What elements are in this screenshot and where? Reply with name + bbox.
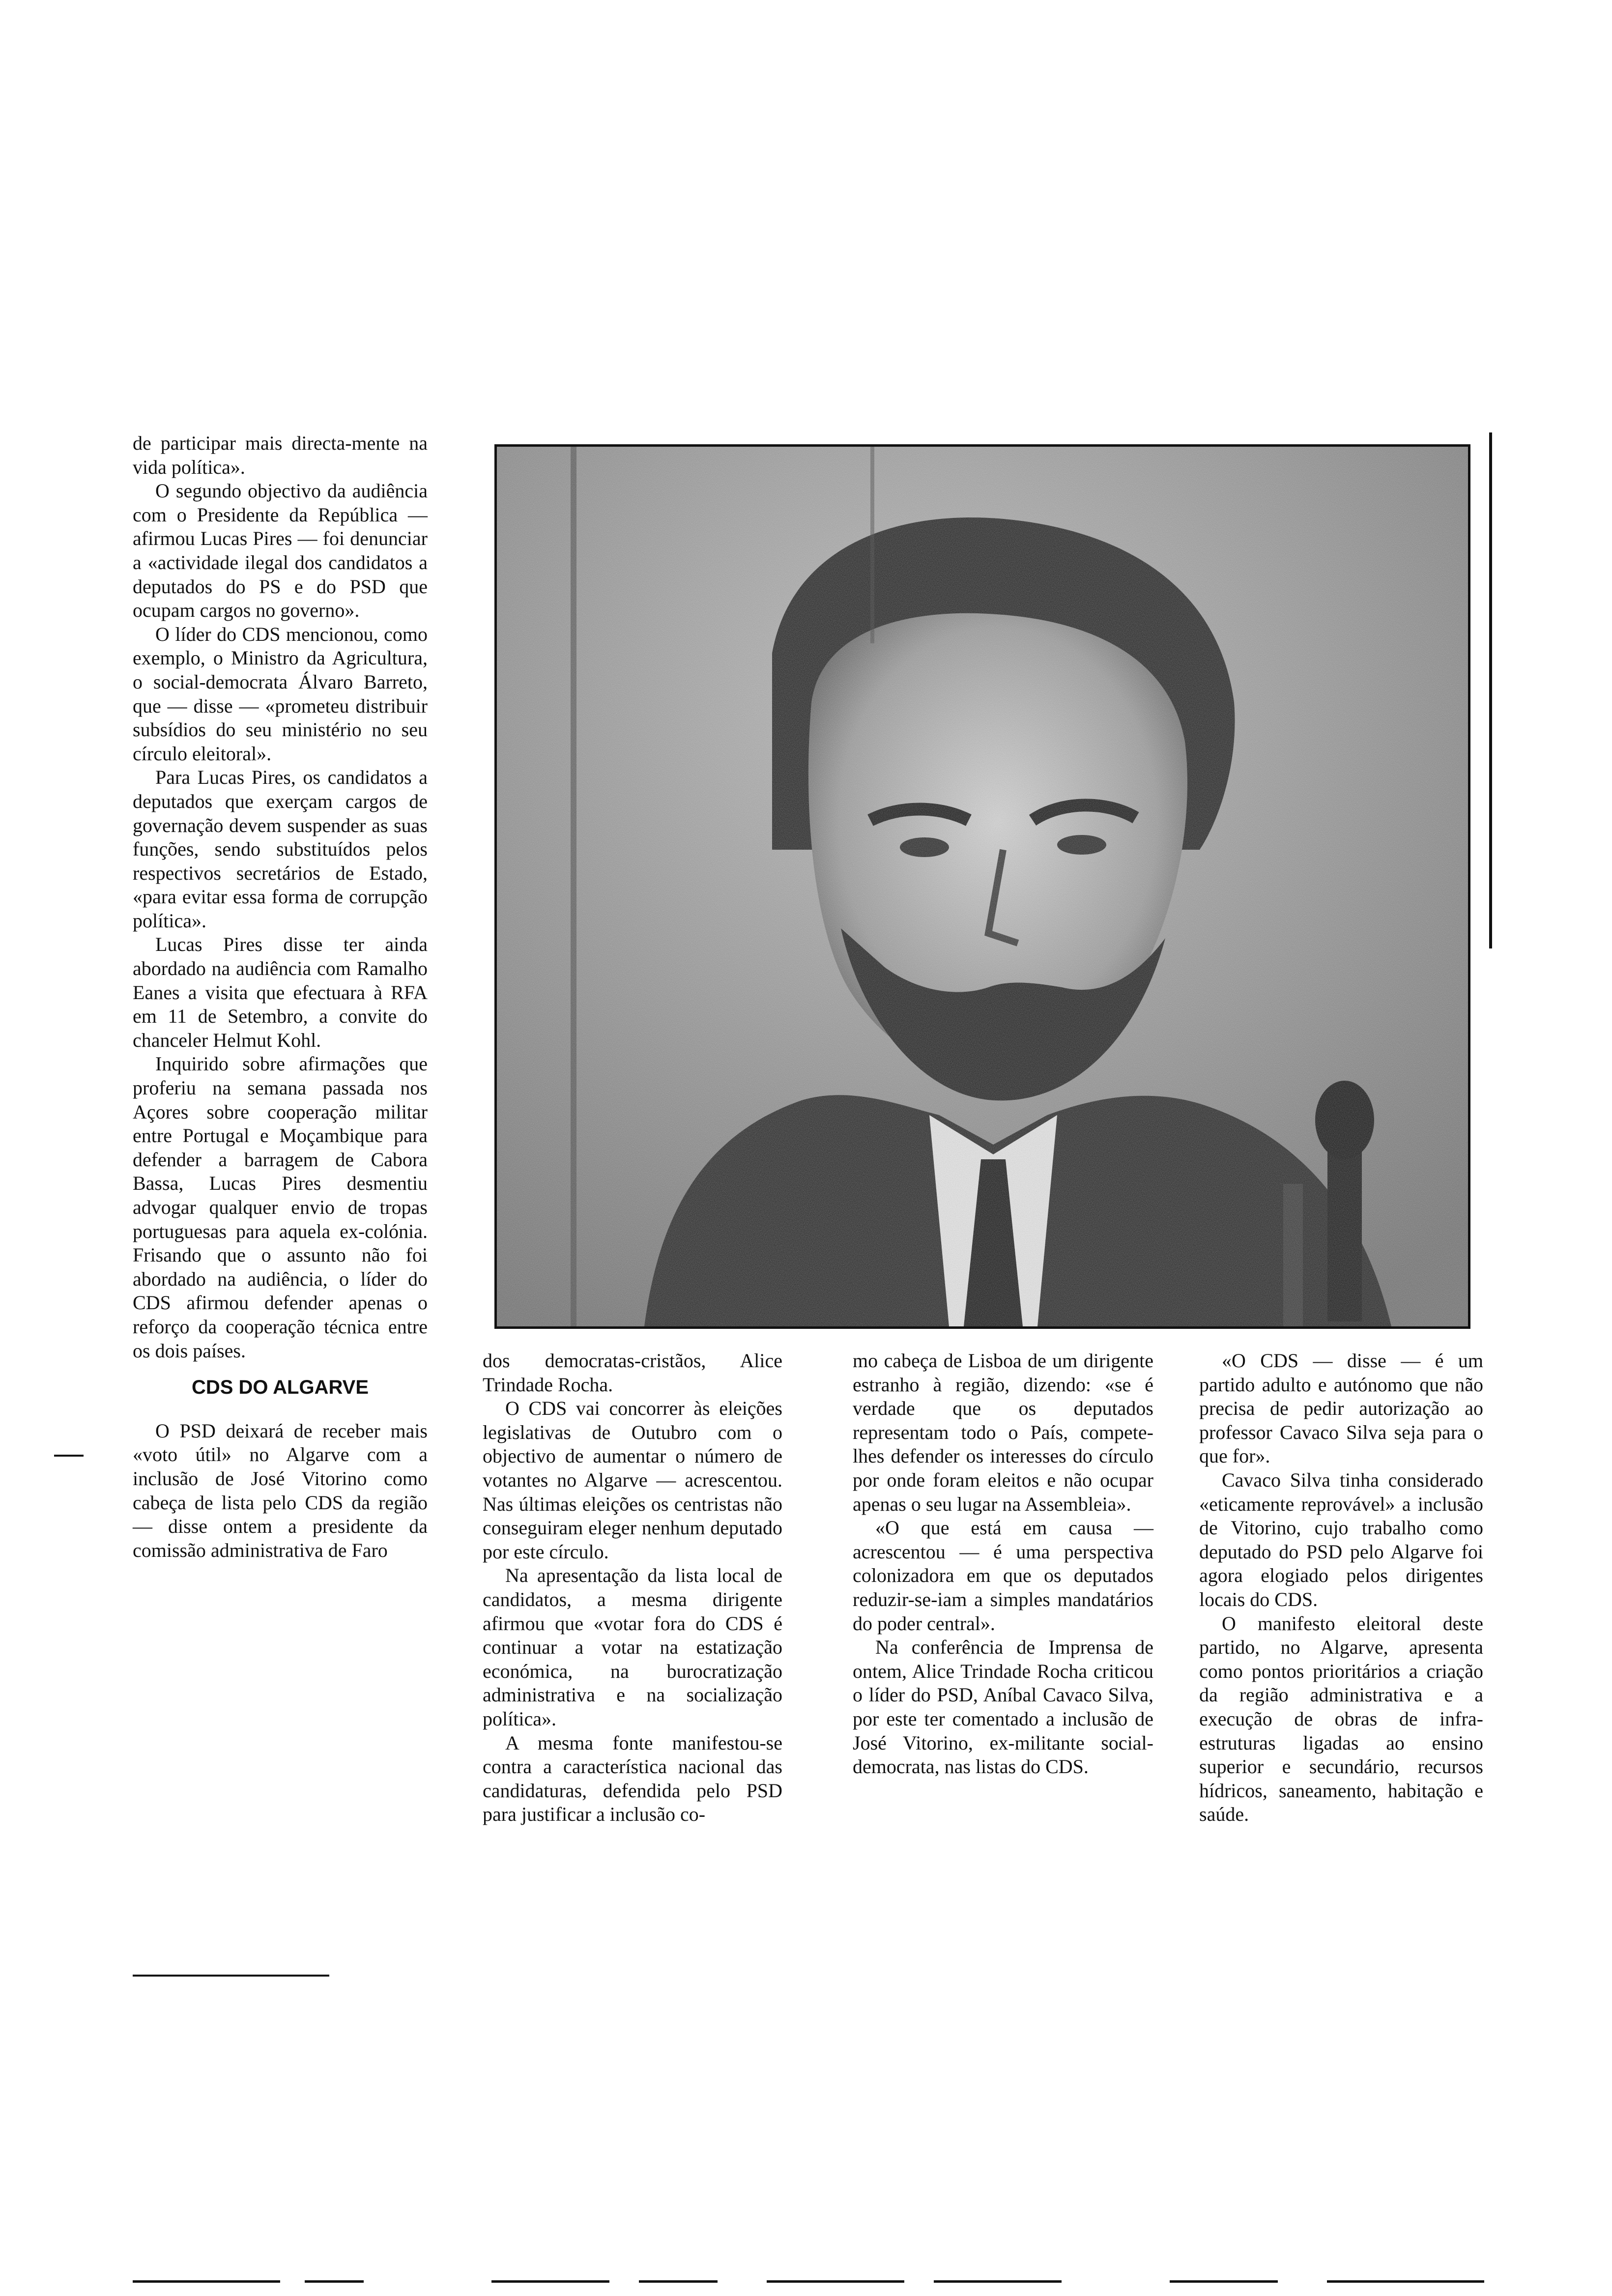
portrait-photo-image: [497, 447, 1468, 1326]
paragraph: «O CDS — disse — é um partido adulto e autónomo que não precisa de pedir autorização ao professor Cavaco Silva seja para o que for».: [1199, 1349, 1483, 1467]
paragraph: O líder do CDS mencionou, como exemplo, o Ministro da Agricultura, o social-democrata Álvaro Barreto, que — disse — «prometeu distribuir subsídios do seu ministério no seu círculo eleitoral».: [133, 623, 428, 765]
article-column-3: [853, 1349, 1153, 1779]
scan-mark: [767, 2280, 904, 2283]
paragraph: Cavaco Silva tinha considerado «eticamente reprovável» a inclusão de Vitorino, cujo trabalho como deputado do PSD pelo Algarve foi agora elogiado pelos dirigentes locais do CDS.: [1199, 1468, 1483, 1610]
paragraph: O segundo objectivo da audiência com o Presidente da República — afirmou Lucas Pires — foi denunciar a «actividade ilegal dos candidatos a deputados do PS e do PSD que ocupam cargos no governo».: [133, 480, 428, 622]
scan-mark: [54, 1455, 84, 1457]
paragraph: A mesma fonte manifestou-se contra a característica nacional das candidaturas, defendida pelo PSD para justificar a inclusão co-: [483, 1731, 782, 1826]
scan-mark: [491, 2280, 609, 2283]
scan-mark: [133, 2280, 280, 2283]
scan-mark: [639, 2280, 718, 2283]
paragraph: O PSD deixará de receber mais «voto útil» no Algarve com a inclusão de José Vitorino como cabeça de lista pelo CDS da região — disse ontem a presidente da comissão administrativa de Faro: [133, 1419, 428, 1561]
paragraph: O CDS vai concorrer às eleições legislativas de Outubro com o objectivo de aumentar o número de votantes no Algarve — acrescentou. Nas últimas eleições os centristas não conseguiram eleger nenhum deputado por este círculo.: [483, 1397, 782, 1563]
end-rule: [133, 1975, 329, 1977]
paragraph: mo cabeça de Lisboa de um dirigente estranho à região, dizendo: «se é verdade que os deputados representam todo o País, compete-lhes defender os interesses do círculo por onde foram eleitos e não ocupar apenas o seu lugar na Assembleia».: [853, 1349, 1153, 1515]
section-heading: CDS DO ALGARVE: [191, 1377, 369, 1399]
scan-mark: [1170, 2280, 1278, 2283]
paragraph: Inquirido sobre afirmações que proferiu na semana passada nos Açores sobre cooperação militar entre Portugal e Moçambique para defender a barragem de Cabora Bassa, Lucas Pires desmentiu advogar qualquer envio de tropas portuguesas para aquela ex-colónia. Frisando que o assunto não foi abordado na audiência, o líder do CDS afirmou defender apenas o reforço da cooperação técnica entre os dois países.: [133, 1053, 428, 1362]
paragraph: «O que está em causa — acrescentou — é uma perspectiva colonizadora em que os deputados reduzir-se-iam a simples mandatários do poder central».: [853, 1517, 1153, 1635]
paragraph: Na apresentação da lista local de candidatos, a mesma dirigente afirmou que «votar fora do CDS é continuar a votar na estatização económica, na burocratização administrativa e na socialização política».: [483, 1564, 782, 1730]
article-column-1: [133, 431, 428, 1562]
article-column-2: [483, 1349, 782, 1827]
scan-mark: [1327, 2280, 1484, 2283]
scan-mark: [305, 2280, 364, 2283]
article-column-4: [1199, 1349, 1483, 1827]
paragraph: de participar mais directa-mente na vida política».: [133, 432, 428, 478]
paragraph: Na conferência de Imprensa de ontem, Alice Trindade Rocha criticou o líder do PSD, Aníbal Cavaco Silva, por este ter comentado a inclusão de José Vitorino, ex-militante social-democrata, nas listas do CDS.: [853, 1636, 1153, 1778]
scan-mark: [1489, 432, 1492, 948]
scan-mark: [934, 2280, 1062, 2283]
paragraph: Lucas Pires disse ter ainda abordado na audiência com Ramalho Eanes a visita que efectuara à RFA em 11 de Setembro, a convite do chanceler Helmut Kohl.: [133, 933, 428, 1051]
paragraph: dos democratas-cristãos, Alice Trindade Rocha.: [483, 1349, 782, 1396]
portrait-photo: [494, 444, 1470, 1329]
paragraph: O manifesto eleitoral deste partido, no Algarve, apresenta como pontos prioritários a criação da região administrativa e a execução de obras de infra-estruturas ligadas ao ensino superior e secundário, recursos hídricos, saneamento, habitação e saúde.: [1199, 1612, 1483, 1826]
paragraph: Para Lucas Pires, os candidatos a deputados que exerçam cargos de governação devem suspender as suas funções, sendo substituídos pelos respectivos secretários de Estado, «para evitar essa forma de corrupção política».: [133, 766, 428, 932]
